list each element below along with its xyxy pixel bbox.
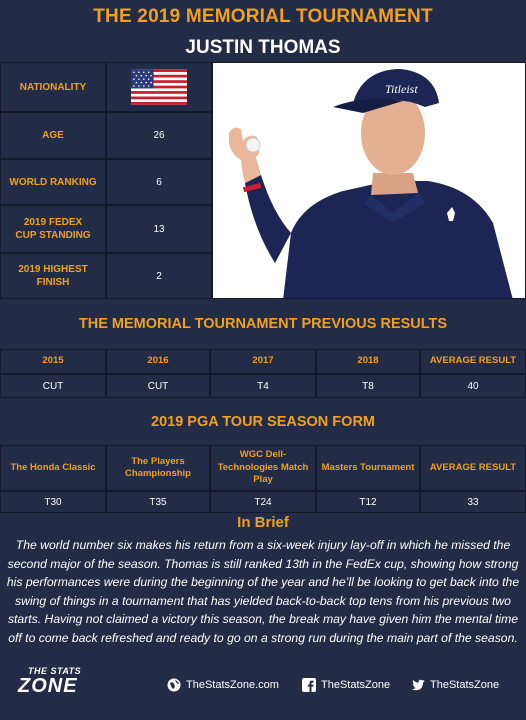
website-text: TheStatsZone.com	[186, 679, 279, 691]
nationality-value	[106, 62, 212, 112]
player-photo	[212, 62, 526, 299]
form-header: AVERAGE RESULT	[420, 445, 526, 491]
website-link[interactable]	[167, 678, 279, 692]
event-title: THE 2019 MEMORIAL TOURNAMENT	[93, 6, 433, 27]
golfer-illustration	[213, 63, 526, 299]
results-header: 2016	[106, 349, 210, 374]
highest-finish-value: 2	[106, 253, 212, 299]
nationality-label: NATIONALITY	[0, 62, 106, 112]
results-value: T8	[316, 374, 420, 398]
results-value: CUT	[0, 374, 106, 398]
results-value: T4	[210, 374, 316, 398]
stats-zone-logo[interactable]	[18, 666, 118, 706]
results-header: 2015	[0, 349, 106, 374]
form-value: T35	[106, 491, 210, 513]
age-label: AGE	[0, 112, 106, 159]
results-header: 2017	[210, 349, 316, 374]
brief-title: In Brief	[237, 514, 289, 531]
twitter-icon	[411, 678, 425, 692]
facebook-icon	[302, 678, 316, 692]
form-value: 33	[420, 491, 526, 513]
form-header: The Players Championship	[106, 445, 210, 491]
results-header: 2018	[316, 349, 420, 374]
footer	[0, 650, 526, 720]
results-header: AVERAGE RESULT	[420, 349, 526, 374]
fedex-value: 13	[106, 205, 212, 253]
form-value: T30	[0, 491, 106, 513]
form-header: WGC Dell-Technologies Match Play	[210, 445, 316, 491]
logo-bottom-text: ZONE	[18, 675, 78, 697]
brief-text: The world number six makes his return from a six-week injury lay-off in which he missed the second major of the season. Thomas is still ranked 13th in the FedEx cup, showing how strong his performances were during the beginning of the year and he’ll be looking to get back into the swing of things in a tournament that has yielded back-to-back top tens from his previous two starts. Having not claimed a victory this season, the break may have given him the mental time off to come back refreshed and ready to go on a strong run during the main part of the season.	[6, 538, 520, 645]
form-value: T12	[316, 491, 420, 513]
form-value: T24	[210, 491, 316, 513]
season-form-title: 2019 PGA TOUR SEASON FORM	[151, 414, 375, 430]
results-value: 40	[420, 374, 526, 398]
results-value: CUT	[106, 374, 210, 398]
world-ranking-value: 6	[106, 159, 212, 205]
globe-icon	[167, 678, 181, 692]
highest-finish-label: 2019 HIGHEST FINISH	[0, 253, 106, 299]
facebook-link[interactable]	[302, 678, 390, 692]
fedex-label: 2019 FEDEX CUP STANDING	[0, 205, 106, 253]
previous-results-title: THE MEMORIAL TOURNAMENT PREVIOUS RESULTS	[78, 316, 448, 332]
svg-text:Titleist: Titleist	[385, 82, 418, 96]
form-header: The Honda Classic	[0, 445, 106, 491]
twitter-text: TheStatsZone	[430, 679, 500, 691]
world-ranking-label: WORLD RANKING	[0, 159, 106, 205]
form-header: Masters Tournament	[316, 445, 420, 491]
facebook-text: TheStatsZone	[321, 679, 391, 691]
player-name: JUSTIN THOMAS	[185, 37, 341, 58]
age-value: 26	[106, 112, 212, 159]
us-flag-icon	[131, 69, 187, 105]
twitter-link[interactable]	[411, 678, 499, 692]
logo-top-text: THE STATS	[28, 666, 82, 676]
